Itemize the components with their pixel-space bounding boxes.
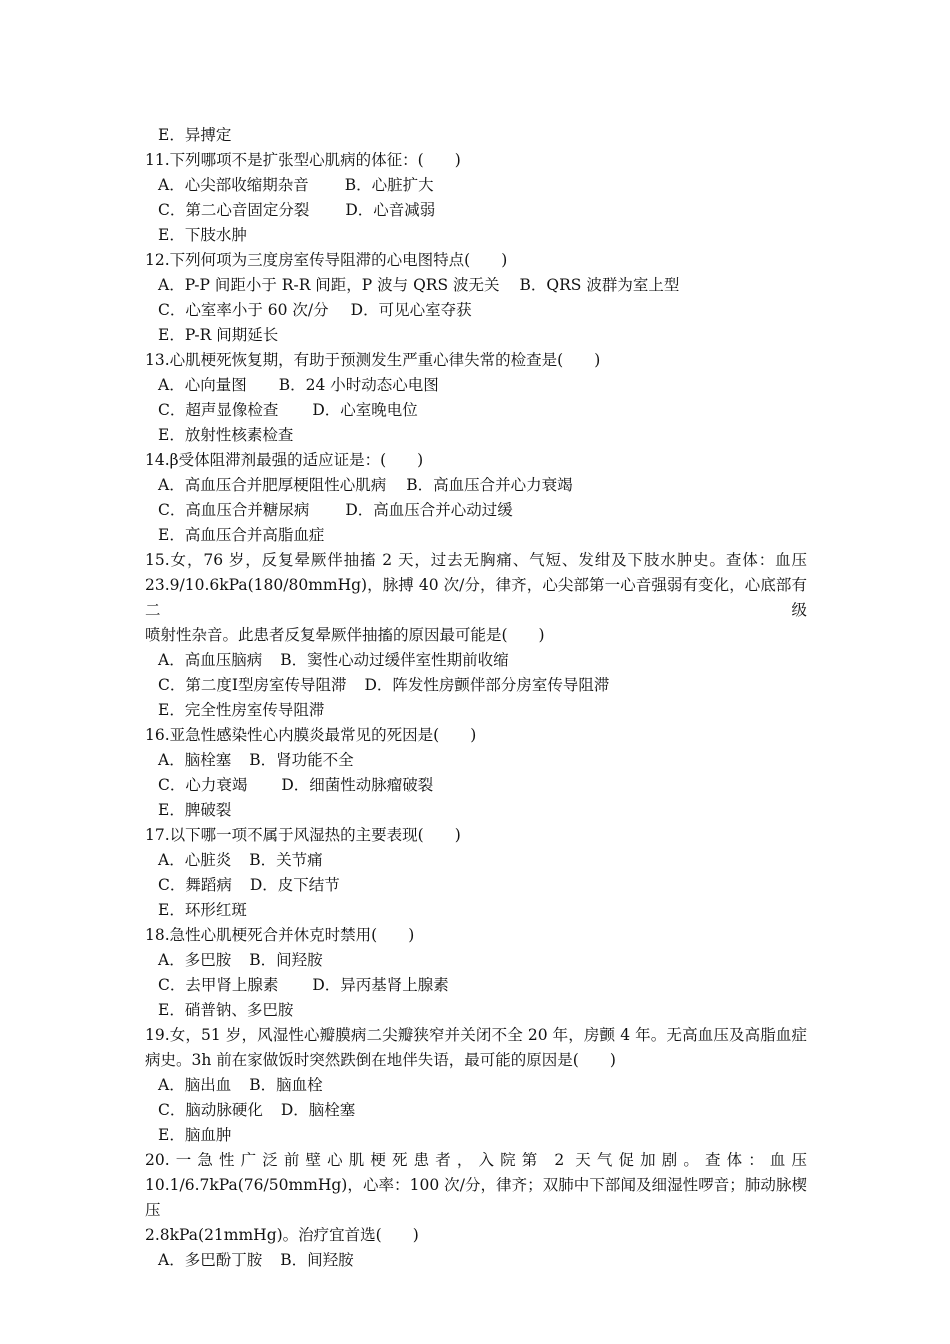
q15-option-e: E．完全性房室传导阻滞 — [158, 701, 325, 719]
q15-option-a: A．高血压脑病 — [158, 651, 263, 669]
q16-stem: 16.亚急性感染性心内膜炎最常见的死因是( ) — [145, 726, 477, 744]
q12-option-c: C．心室率小于 60 次/分 — [158, 301, 329, 319]
q12-option-b: B．QRS 波群为室上型 — [519, 276, 680, 294]
q18-option-c: C．去甲肾上腺素 — [158, 976, 279, 994]
q19-stem — [145, 1023, 807, 1073]
q20-stem-line-1: 20.一急性广泛前壁心肌梗死患者，入院第 2 天气促加剧。查体：血压 — [145, 1151, 807, 1169]
q18-option-a: A．多巴胺 — [158, 951, 232, 969]
q12-option-d: D．可见心室夺获 — [350, 301, 472, 319]
q19-option-e: E．脑血肿 — [158, 1126, 232, 1144]
q15-stem — [145, 548, 807, 648]
q15-option-d: D．阵发性房颤伴部分房室传导阻滞 — [364, 676, 610, 694]
q19-option-c: C．脑动脉硬化 — [158, 1101, 263, 1119]
q15-stem-line-1: 15.女，76 岁，反复晕厥伴抽搐 2 天，过去无胸痛、气短、发绀及下肢水肿史。查体：血压 — [145, 551, 807, 569]
q13-options-ab — [145, 373, 807, 398]
q19-option-b: B．脑血栓 — [249, 1076, 323, 1094]
q13-options-cd — [145, 398, 807, 423]
q17-option-c: C．舞蹈病 — [158, 876, 232, 894]
q12-option-e: E．P-R 间期延长 — [158, 326, 279, 344]
q10-option-e: E．异搏定 — [158, 126, 232, 144]
q20-options-ab — [145, 1248, 807, 1273]
q17-option-a: A．心脏炎 — [158, 851, 232, 869]
q19-stem-line-1: 19.女，51 岁，风湿性心瓣膜病二尖瓣狭窄并关闭不全 20 年，房颤 4 年。无高血压及高脂血症 — [145, 1026, 807, 1044]
q18-options-cd — [145, 973, 807, 998]
q13-option-c: C．超声显像检查 — [158, 401, 279, 419]
q17-option-b: B．关节痛 — [249, 851, 323, 869]
q17-option-e: E．环形红斑 — [158, 901, 247, 919]
q18-option-d: D．异丙基肾上腺素 — [312, 976, 449, 994]
q11-option-a: A．心尖部收缩期杂音 — [158, 176, 309, 194]
q17-options-cd — [145, 873, 807, 898]
q15-options-ab — [145, 648, 807, 673]
q14-option-d: D．高血压合并心动过缓 — [345, 501, 513, 519]
q20-stem-line-2: 10.1/6.7kPa(76/50mmHg)，心率：100 次/分，律齐；双肺中下部闻及细湿性啰音；肺动脉楔压 — [145, 1176, 807, 1219]
q19-stem-line-2: 病史。3h 前在家做饭时突然跌倒在地伴失语，最可能的原因是( ) — [145, 1051, 616, 1069]
q15-option-c: C．第二度Ⅰ型房室传导阻滞 — [158, 676, 347, 694]
q16-option-a: A．脑栓塞 — [158, 751, 232, 769]
q15-stem-line-2: 23.9/10.6kPa(180/80mmHg)，脉搏 40 次/分，律齐，心尖部第一心音强弱有变化，心底部有二级 — [145, 576, 807, 619]
q15-stem-line-3: 喷射性杂音。此患者反复晕厥伴抽搐的原因最可能是( ) — [145, 626, 545, 644]
q16-option-b: B．肾功能不全 — [249, 751, 354, 769]
q11-option-c: C．第二心音固定分裂 — [158, 201, 310, 219]
q19-options-cd — [145, 1098, 807, 1123]
q11-stem: 11.下列哪项不是扩张型心肌病的体征：( ) — [145, 151, 461, 169]
q14-option-e: E．高血压合并高脂血症 — [158, 526, 325, 544]
q11-option-b: B．心脏扩大 — [344, 176, 434, 194]
q19-option-d: D．脑栓塞 — [280, 1101, 356, 1119]
q13-option-b: B．24 小时动态心电图 — [278, 376, 439, 394]
q20-option-a: A．多巴酚丁胺 — [158, 1251, 263, 1269]
q17-options-ab — [145, 848, 807, 873]
q20-stem — [145, 1148, 807, 1248]
q18-options-ab — [145, 948, 807, 973]
q14-options-cd — [145, 498, 807, 523]
q14-stem: 14.β受体阻滞剂最强的适应证是：( ) — [145, 451, 424, 469]
q11-options-cd — [145, 198, 807, 223]
q15-options-cd — [145, 673, 807, 698]
q14-option-b: B．高血压合并心力衰竭 — [406, 476, 573, 494]
q18-option-b: B．间羟胺 — [249, 951, 323, 969]
q13-stem: 13.心肌梗死恢复期，有助于预测发生严重心律失常的检查是( ) — [145, 351, 601, 369]
q16-option-e: E．脾破裂 — [158, 801, 232, 819]
q14-options-ab — [145, 473, 807, 498]
question-list — [145, 123, 807, 1273]
q14-option-a: A．高血压合并肥厚梗阻性心肌病 — [158, 476, 387, 494]
q18-stem: 18.急性心肌梗死合并休克时禁用( ) — [145, 926, 415, 944]
q16-option-d: D．细菌性动脉瘤破裂 — [281, 776, 434, 794]
q14-option-c: C．高血压合并糖尿病 — [158, 501, 310, 519]
q13-option-e: E．放射性核素检查 — [158, 426, 294, 444]
q11-option-d: D．心音减弱 — [345, 201, 436, 219]
q16-option-c: C．心力衰竭 — [158, 776, 248, 794]
q20-stem-line-3: 2.8kPa(21mmHg)。治疗宜首选( ) — [145, 1226, 419, 1244]
q13-option-a: A．心向量图 — [158, 376, 247, 394]
q17-option-d: D．皮下结节 — [249, 876, 340, 894]
q16-options-ab — [145, 748, 807, 773]
q19-option-a: A．脑出血 — [158, 1076, 232, 1094]
q15-option-b: B．窦性心动过缓伴室性期前收缩 — [280, 651, 509, 669]
q18-option-e: E．硝普钠、多巴胺 — [158, 1001, 294, 1019]
q12-options-ab — [145, 273, 807, 298]
q12-stem: 12.下列何项为三度房室传导阻滞的心电图特点( ) — [145, 251, 508, 269]
q16-options-cd — [145, 773, 807, 798]
q11-options-ab — [145, 173, 807, 198]
q17-stem: 17.以下哪一项不属于风湿热的主要表现( ) — [145, 826, 461, 844]
q19-options-ab — [145, 1073, 807, 1098]
q20-option-b: B．间羟胺 — [280, 1251, 354, 1269]
q13-option-d: D．心室晚电位 — [312, 401, 418, 419]
q12-options-cd — [145, 298, 807, 323]
q11-option-e: E．下肢水肿 — [158, 226, 247, 244]
q12-option-a: A．P-P 间距小于 R-R 间距，P 波与 QRS 波无关 — [158, 276, 500, 294]
